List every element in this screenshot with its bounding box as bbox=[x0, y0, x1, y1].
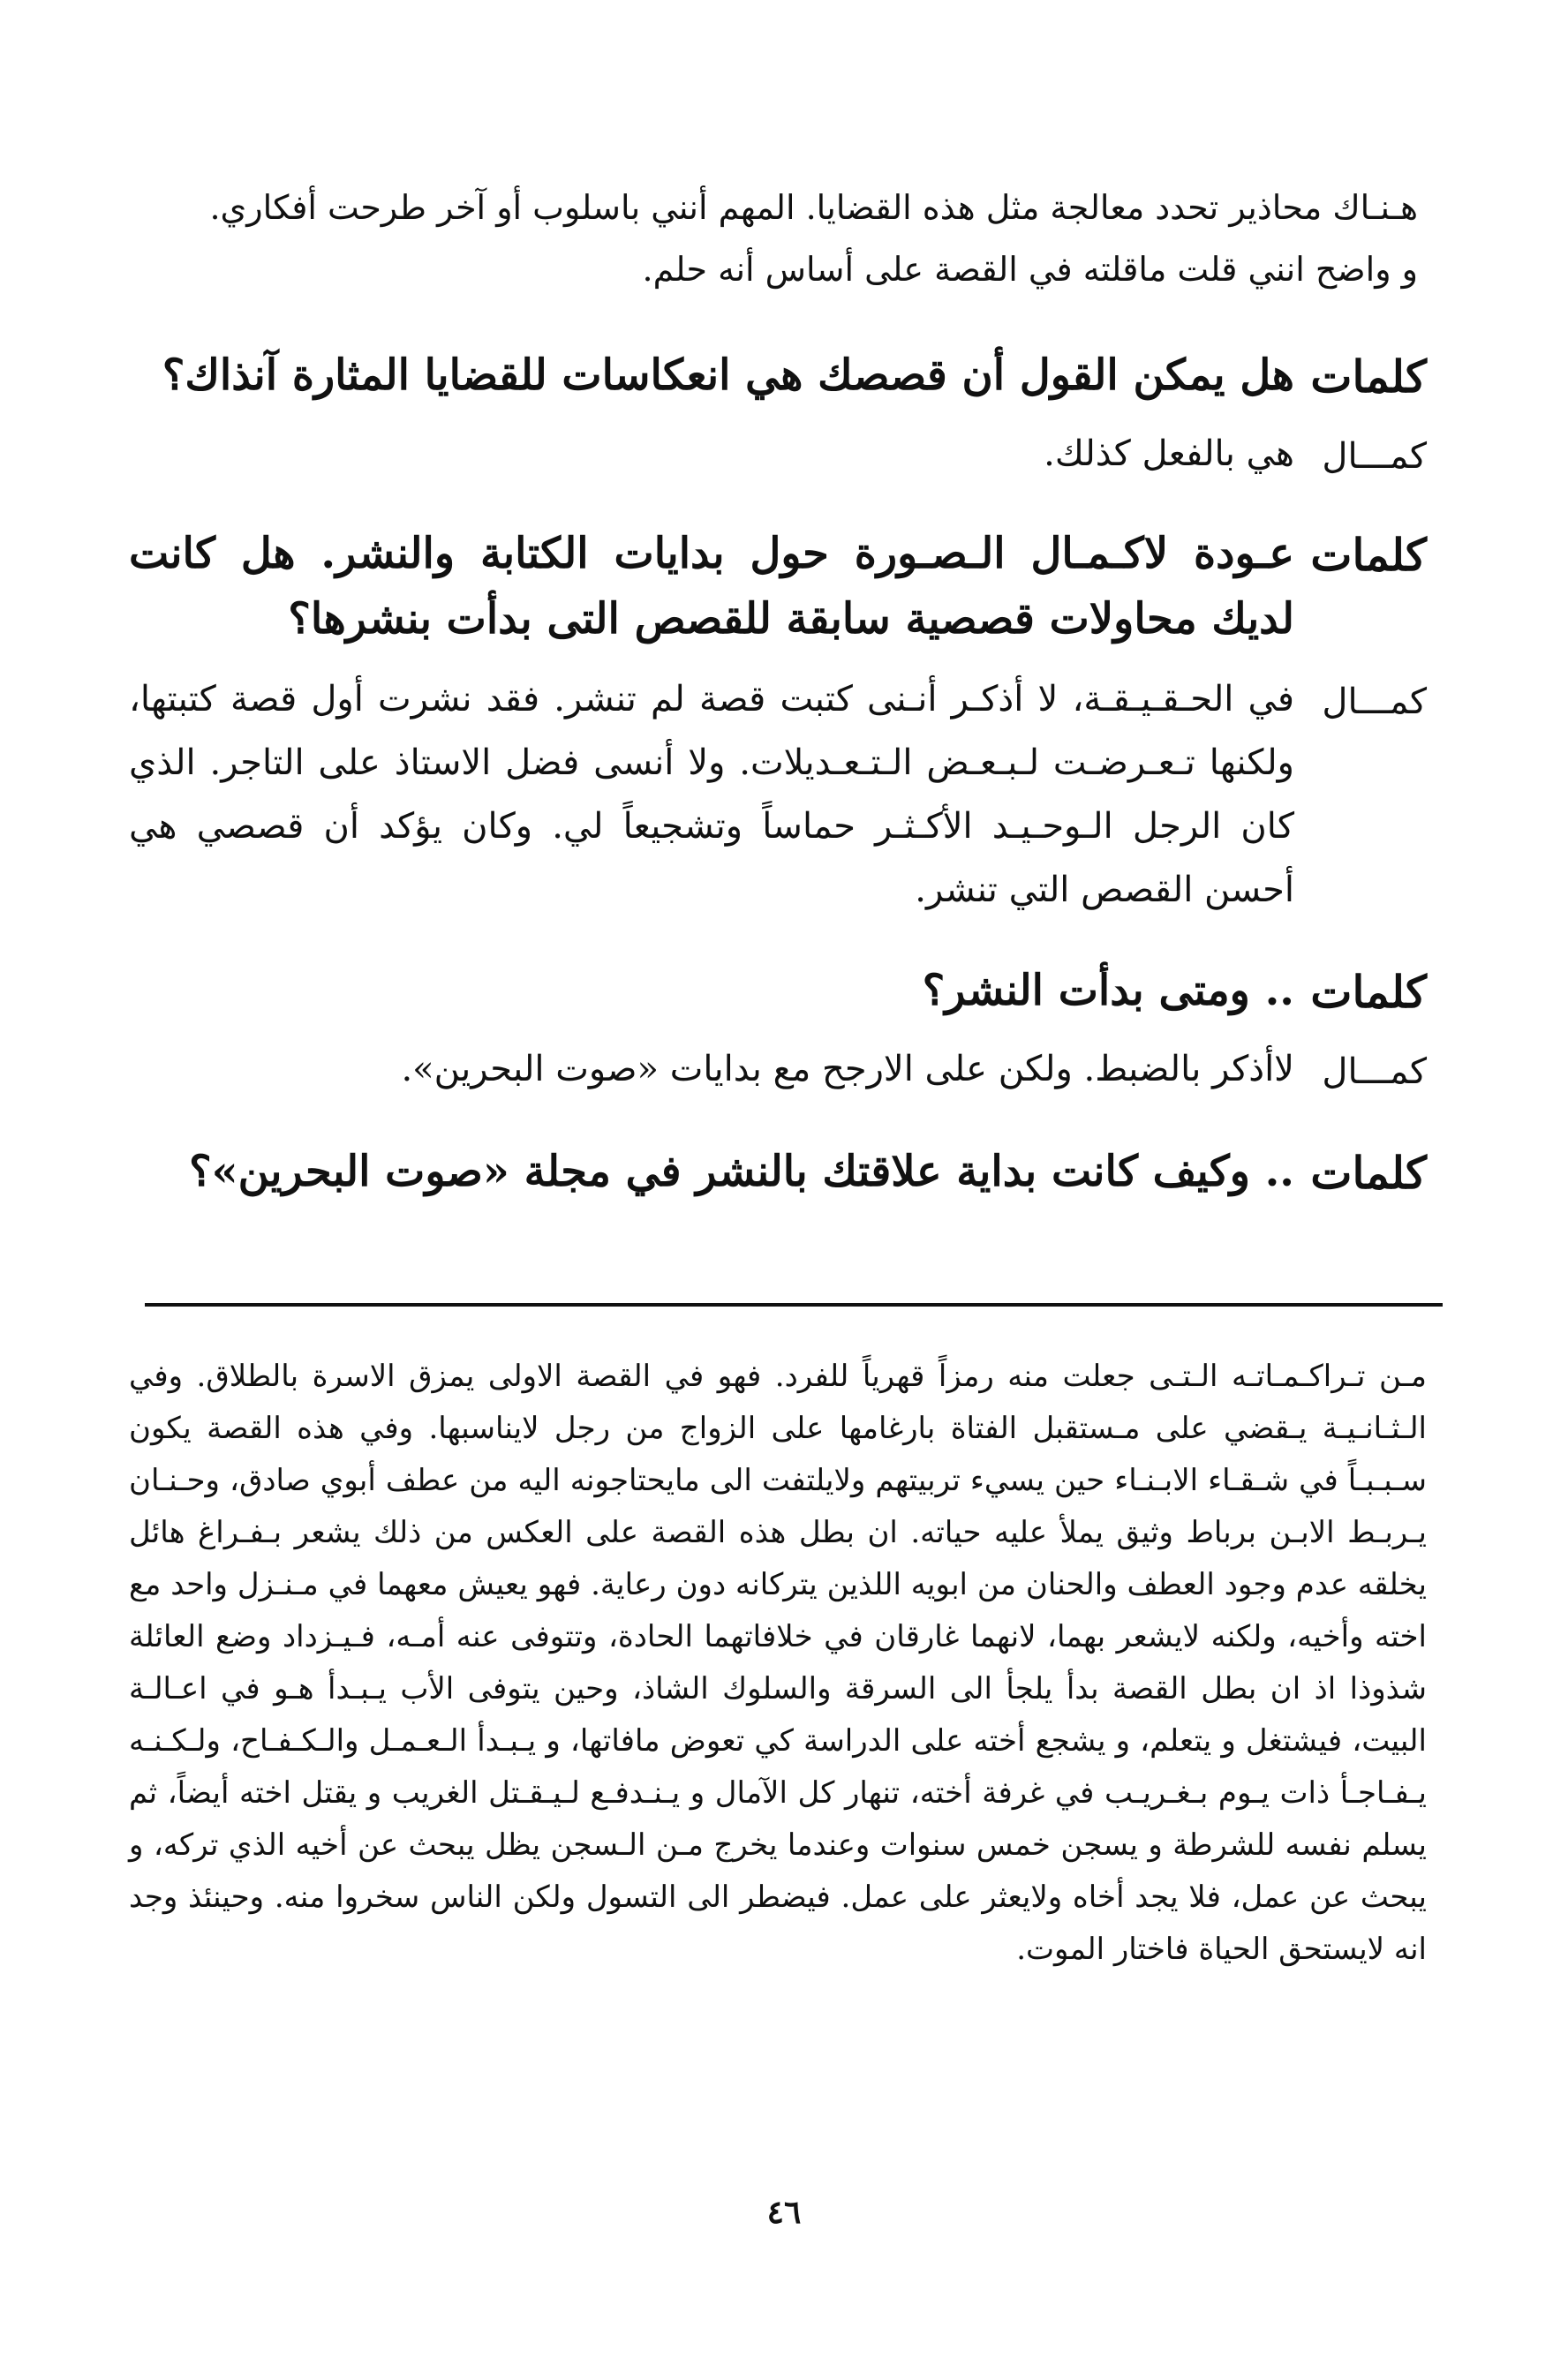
speaker-interviewer: كلمات bbox=[1310, 966, 1427, 1018]
qa-block-4 bbox=[129, 1139, 1427, 1206]
answer-row bbox=[129, 667, 1427, 922]
qa-block-2 bbox=[129, 521, 1427, 922]
speaker-interviewee: كمـــال bbox=[1322, 436, 1427, 477]
intro-paragraph bbox=[147, 177, 1418, 300]
speaker-interviewer: كلمات bbox=[1310, 350, 1427, 403]
qa-block-1 bbox=[129, 343, 1427, 489]
question-row bbox=[129, 958, 1427, 1025]
footnote-paragraph: مـن تـراكـمـاتـه الـتـى جعلت منه رمزاً قهرياً للفرد. فهو في القصة الاولى يمزق الاسرة بالطلاق. وفي الـثـانـيـة يـقضي على مـستقبل الفتاة بارغامها على الزواج من رجل لايناسبها. وفي هذه القصة يكون سـبـبـاً في شـقـاء الابـنـاء حين يسيء تربيتهم ولايلتفت الى مايحتاجونه اليه من عطف أبوي صادق، وحـنـان يـربـط الابـن برباط وثيق يملأ عليه حياته. ان بطل هذه القصة على العكس من ذلك يشعر بـفـراغ هائل يخلقه عدم وجود العطف والحنان من ابويه اللذين يتركانه دون رعاية. فهو يعيش معهما في مـنـزل واحد مع اخته وأخيه، ولكنه لايشعر بهما، لانهما غارقان في خلافاتهما الحادة، وتتوفى عنه أمـه، فـيـزداد وضع العائلة شذوذا اذ ان بطل القصة بدأ يلجأ الى السرقة والسلوك الشاذ، وحين يتوفى الأب يـبـدأ هـو في اعـالـة البيت، فيشتغل و يتعلم، و يشجع أخته على الدراسة كي تعوض مافاتها، و يـبـدأ الـعـمـل والـكـفـاح، ولـكـنـه يـفـاجـأ ذات يـوم بـغـريـب في غرفة أخته، تنهار كل الآمال و يـنـدفـع لـيـقـتل الغريب و يقتل اخته أيضاً، ثم يسلم نفسه للشرطة و يسجن خمس سنوات وعندما يخرج مـن الـسجن يظل يبحث عن أخيه الذي تركه، و يبحث عن عمل، فلا يجد أخاه ولايعثر على عمل. فيضطر الى التسول ولكن الناس سخروا منه. وحينئذ وجد انه لايستحق الحياة فاختار الموت. bbox=[129, 1359, 1427, 1967]
intro-line-2: و واضح انني قلت ماقلته في القصة على أساس أنه حلم. bbox=[642, 250, 1418, 289]
speaker-interviewee: كمـــال bbox=[1322, 1051, 1427, 1092]
question-row bbox=[129, 1139, 1427, 1206]
intro-line-1: هـنـاك محاذير تحدد معالجة مثل هذه القضايا. المهم أنني باسلوب أو آخر طرحت أفكاري. bbox=[209, 188, 1418, 227]
answer-text: في الحـقـيـقـة، لا أذكـر أنـنى كتبت قصة لم تنشر. فقد نشرت أول قصة كتبتها، ولكنها تـعـرضـت لـبـعـض الـتـعـديلات. ولا أنسى فضل الاستاذ على التاجر. الذي كان الرجل الـوحـيـد الأكـثـر حماساً وتشجيعاً لي. وكان يؤكد أن قصصي هي أحسن القصص التي تنشر. bbox=[129, 679, 1294, 910]
qa-block-3 bbox=[129, 958, 1427, 1104]
answer-row bbox=[129, 1037, 1427, 1104]
question-text: .. وكيف كانت بداية علاقتك بالنشر في مجلة «صوت البحرين»؟ bbox=[189, 1147, 1294, 1196]
speaker-interviewer: كلمات bbox=[1310, 529, 1427, 581]
speaker-interviewee: كمـــال bbox=[1322, 682, 1427, 722]
question-row bbox=[129, 521, 1427, 652]
question-text: .. ومتى بدأت النشر؟ bbox=[922, 966, 1294, 1015]
question-text: عـودة لاكـمـال الـصـورة حول بدايات الكتابة والنشر. هل كانت لديك محاولات قصصية سابقة للقصص التى بدأت بنشرها؟ bbox=[129, 529, 1294, 644]
footnote-divider bbox=[145, 1303, 1443, 1307]
answer-row bbox=[129, 422, 1427, 489]
question-text: هل يمكن القول أن قصصك هي انعكاسات للقضايا المثارة آنذاك؟ bbox=[162, 350, 1294, 400]
answer-text: هي بالفعل كذلك. bbox=[1044, 433, 1294, 474]
speaker-interviewer: كلمات bbox=[1310, 1147, 1427, 1199]
question-row bbox=[129, 343, 1427, 410]
answer-text: لاأذكر بالضبط. ولكن على الارجح مع بدايات «صوت البحرين». bbox=[401, 1049, 1294, 1089]
page-number: ٤٦ bbox=[766, 2194, 802, 2231]
